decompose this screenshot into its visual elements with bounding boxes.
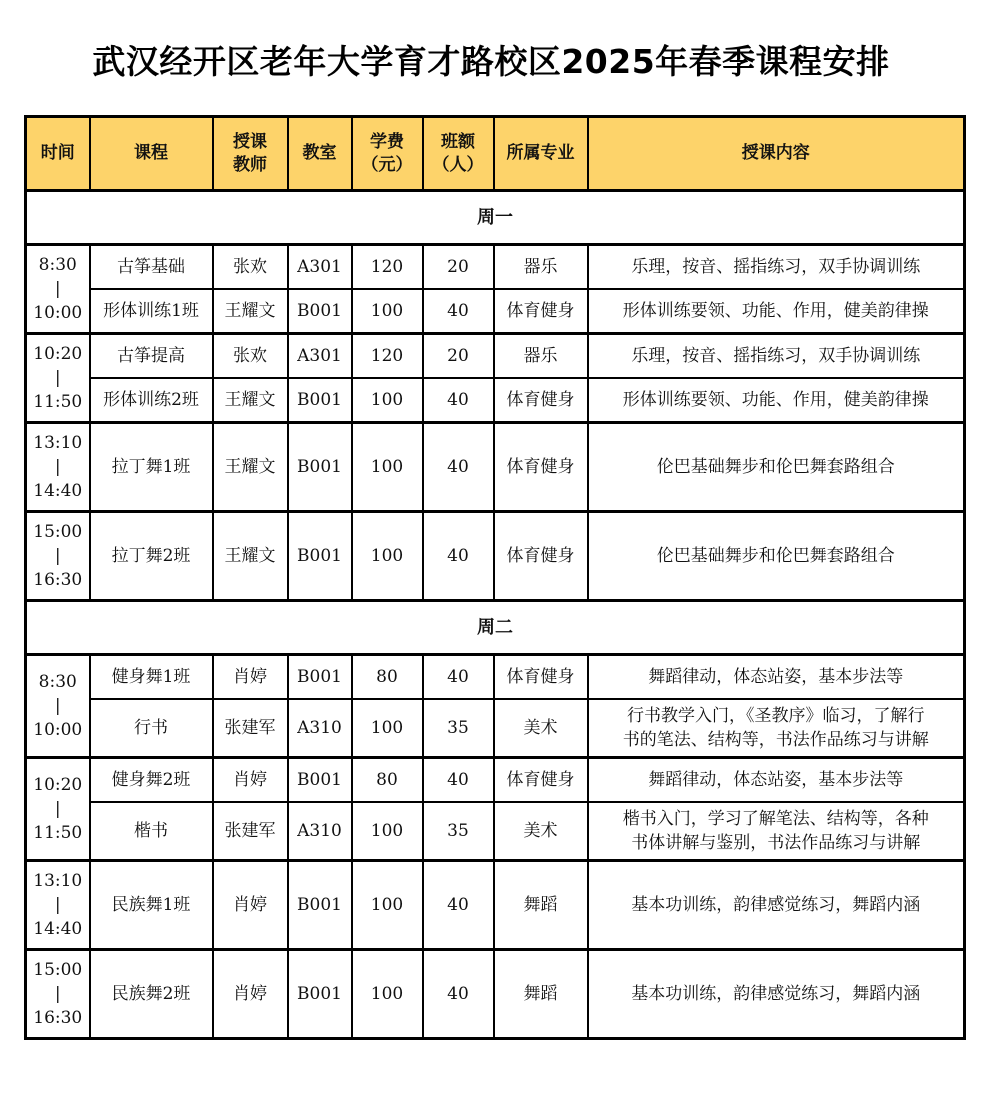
time-end: 16:30 [33,1008,83,1028]
fee-cell: 100 [352,861,423,950]
course-cell: 健身舞2班 [90,758,213,803]
teacher-cell: 王耀文 [213,423,288,512]
header-teacher [213,117,288,191]
room-cell: B001 [288,861,352,950]
day-label: 周二 [26,601,965,655]
teacher-cell: 肖婷 [213,758,288,803]
content-cell: 伦巴基础舞步和伦巴舞套路组合 [588,512,965,601]
teacher-cell: 张建军 [213,699,288,758]
table-row [26,655,965,700]
time-start: 8:30 [38,672,77,692]
table-row [26,512,965,601]
room-cell: B001 [288,423,352,512]
fee-cell: 80 [352,655,423,700]
quota-cell: 35 [423,802,494,861]
time-cell [26,245,90,334]
time-end: 11:50 [33,823,83,843]
time-end: 16:30 [33,570,83,590]
table-row [26,758,965,803]
table-row [26,950,965,1039]
table-row [26,334,965,379]
time-sep: | [54,696,61,716]
fee-cell: 100 [352,802,423,861]
content-cell: 基本功训练，韵律感觉练习，舞蹈内涵 [588,950,965,1039]
time-sep: | [54,799,61,819]
table-row [26,861,965,950]
time-cell [26,655,90,758]
quota-cell: 20 [423,334,494,379]
course-cell: 民族舞1班 [90,861,213,950]
course-cell: 古筝提高 [90,334,213,379]
teacher-cell: 王耀文 [213,512,288,601]
content-cell [588,699,965,758]
course-cell: 楷书 [90,802,213,861]
major-cell: 体育健身 [494,289,588,334]
time-end: 11:50 [33,392,83,412]
table-row [26,289,965,334]
content-cell: 乐理，按音、摇指练习，双手协调训练 [588,334,965,379]
teacher-cell: 张建军 [213,802,288,861]
day-label: 周一 [26,191,965,245]
header-teacher-line1: 授课 [233,131,267,152]
table-row [26,423,965,512]
time-cell [26,758,90,861]
time-sep: | [54,895,61,915]
time-end: 10:00 [33,720,83,740]
table-row [26,378,965,423]
header-row [26,117,965,191]
quota-cell: 20 [423,245,494,290]
fee-cell: 120 [352,245,423,290]
course-cell: 健身舞1班 [90,655,213,700]
table-row [26,699,965,758]
time-start: 8:30 [38,255,77,275]
header-course: 课程 [90,117,213,191]
course-cell: 古筝基础 [90,245,213,290]
room-cell: B001 [288,655,352,700]
time-end: 14:40 [33,919,83,939]
fee-cell: 100 [352,950,423,1039]
time-start: 10:20 [33,344,83,364]
major-cell: 体育健身 [494,512,588,601]
header-fee-line1: 学费 [370,131,404,152]
major-cell: 器乐 [494,245,588,290]
time-sep: | [54,984,61,1004]
table-row [26,802,965,861]
course-cell: 形体训练1班 [90,289,213,334]
time-start: 13:10 [33,871,83,891]
fee-cell: 100 [352,289,423,334]
content-cell: 舞蹈律动，体态站姿，基本步法等 [588,758,965,803]
header-quota-line1: 班额 [441,131,475,152]
content-cell: 乐理，按音、摇指练习，双手协调训练 [588,245,965,290]
course-cell: 拉丁舞2班 [90,512,213,601]
quota-cell: 40 [423,758,494,803]
time-end: 14:40 [33,481,83,501]
content-cell: 舞蹈律动，体态站姿，基本步法等 [588,655,965,700]
quota-cell: 40 [423,950,494,1039]
quota-cell: 40 [423,512,494,601]
time-start: 15:00 [33,960,83,980]
major-cell: 体育健身 [494,655,588,700]
major-cell: 体育健身 [494,758,588,803]
day-row-monday [26,191,965,245]
major-cell: 舞蹈 [494,950,588,1039]
time-start: 13:10 [33,433,83,453]
header-fee [352,117,423,191]
fee-cell: 100 [352,378,423,423]
content-cell: 形体训练要领、功能、作用，健美韵律操 [588,378,965,423]
room-cell: A301 [288,334,352,379]
room-cell: B001 [288,512,352,601]
content-cell: 形体训练要领、功能、作用，健美韵律操 [588,289,965,334]
header-quota [423,117,494,191]
room-cell: B001 [288,289,352,334]
fee-cell: 100 [352,699,423,758]
major-cell: 体育健身 [494,378,588,423]
time-end: 10:00 [33,303,83,323]
major-cell: 器乐 [494,334,588,379]
time-start: 15:00 [33,522,83,542]
content-cell: 基本功训练，韵律感觉练习，舞蹈内涵 [588,861,965,950]
quota-cell: 40 [423,378,494,423]
time-cell [26,512,90,601]
course-cell: 行书 [90,699,213,758]
room-cell: A310 [288,802,352,861]
time-sep: | [54,368,61,388]
content-line1: 楷书入门，学习了解笔法、结构等，各种 [622,809,929,829]
day-row-tuesday [26,601,965,655]
major-cell: 美术 [494,699,588,758]
schedule-table [24,115,966,1040]
fee-cell: 120 [352,334,423,379]
time-sep: | [54,457,61,477]
time-cell [26,334,90,423]
page-title: 武汉经开区老年大学育才路校区2025年春季课程安排 [92,42,890,81]
header-quota-line2: （人） [432,154,484,175]
quota-cell: 35 [423,699,494,758]
teacher-cell: 张欢 [213,245,288,290]
time-cell [26,861,90,950]
content-line1: 行书教学入门，《圣教序》临习，了解行 [627,706,925,726]
content-line2: 书的笔法、结构等，书法作品练习与讲解 [622,730,929,750]
quota-cell: 40 [423,289,494,334]
teacher-cell: 王耀文 [213,378,288,423]
teacher-cell: 王耀文 [213,289,288,334]
teacher-cell: 肖婷 [213,861,288,950]
room-cell: A310 [288,699,352,758]
room-cell: B001 [288,378,352,423]
header-content: 授课内容 [588,117,965,191]
table-row [26,245,965,290]
header-time: 时间 [26,117,90,191]
fee-cell: 100 [352,512,423,601]
time-sep: | [54,546,61,566]
content-cell [588,802,965,861]
header-major: 所属专业 [494,117,588,191]
room-cell: B001 [288,758,352,803]
header-fee-line2: （元） [361,154,413,175]
major-cell: 舞蹈 [494,861,588,950]
teacher-cell: 肖婷 [213,655,288,700]
time-sep: | [54,279,61,299]
room-cell: A301 [288,245,352,290]
teacher-cell: 张欢 [213,334,288,379]
quota-cell: 40 [423,861,494,950]
quota-cell: 40 [423,655,494,700]
time-start: 10:20 [33,775,83,795]
header-room: 教室 [288,117,352,191]
quota-cell: 40 [423,423,494,512]
course-cell: 形体训练2班 [90,378,213,423]
major-cell: 美术 [494,802,588,861]
room-cell: B001 [288,950,352,1039]
time-cell [26,950,90,1039]
teacher-cell: 肖婷 [213,950,288,1039]
course-cell: 民族舞2班 [90,950,213,1039]
content-line2: 书体讲解与鉴别，书法作品练习与讲解 [631,833,921,853]
fee-cell: 80 [352,758,423,803]
time-cell [26,423,90,512]
fee-cell: 100 [352,423,423,512]
major-cell: 体育健身 [494,423,588,512]
header-teacher-line2: 教师 [233,154,267,175]
content-cell: 伦巴基础舞步和伦巴舞套路组合 [588,423,965,512]
course-cell: 拉丁舞1班 [90,423,213,512]
